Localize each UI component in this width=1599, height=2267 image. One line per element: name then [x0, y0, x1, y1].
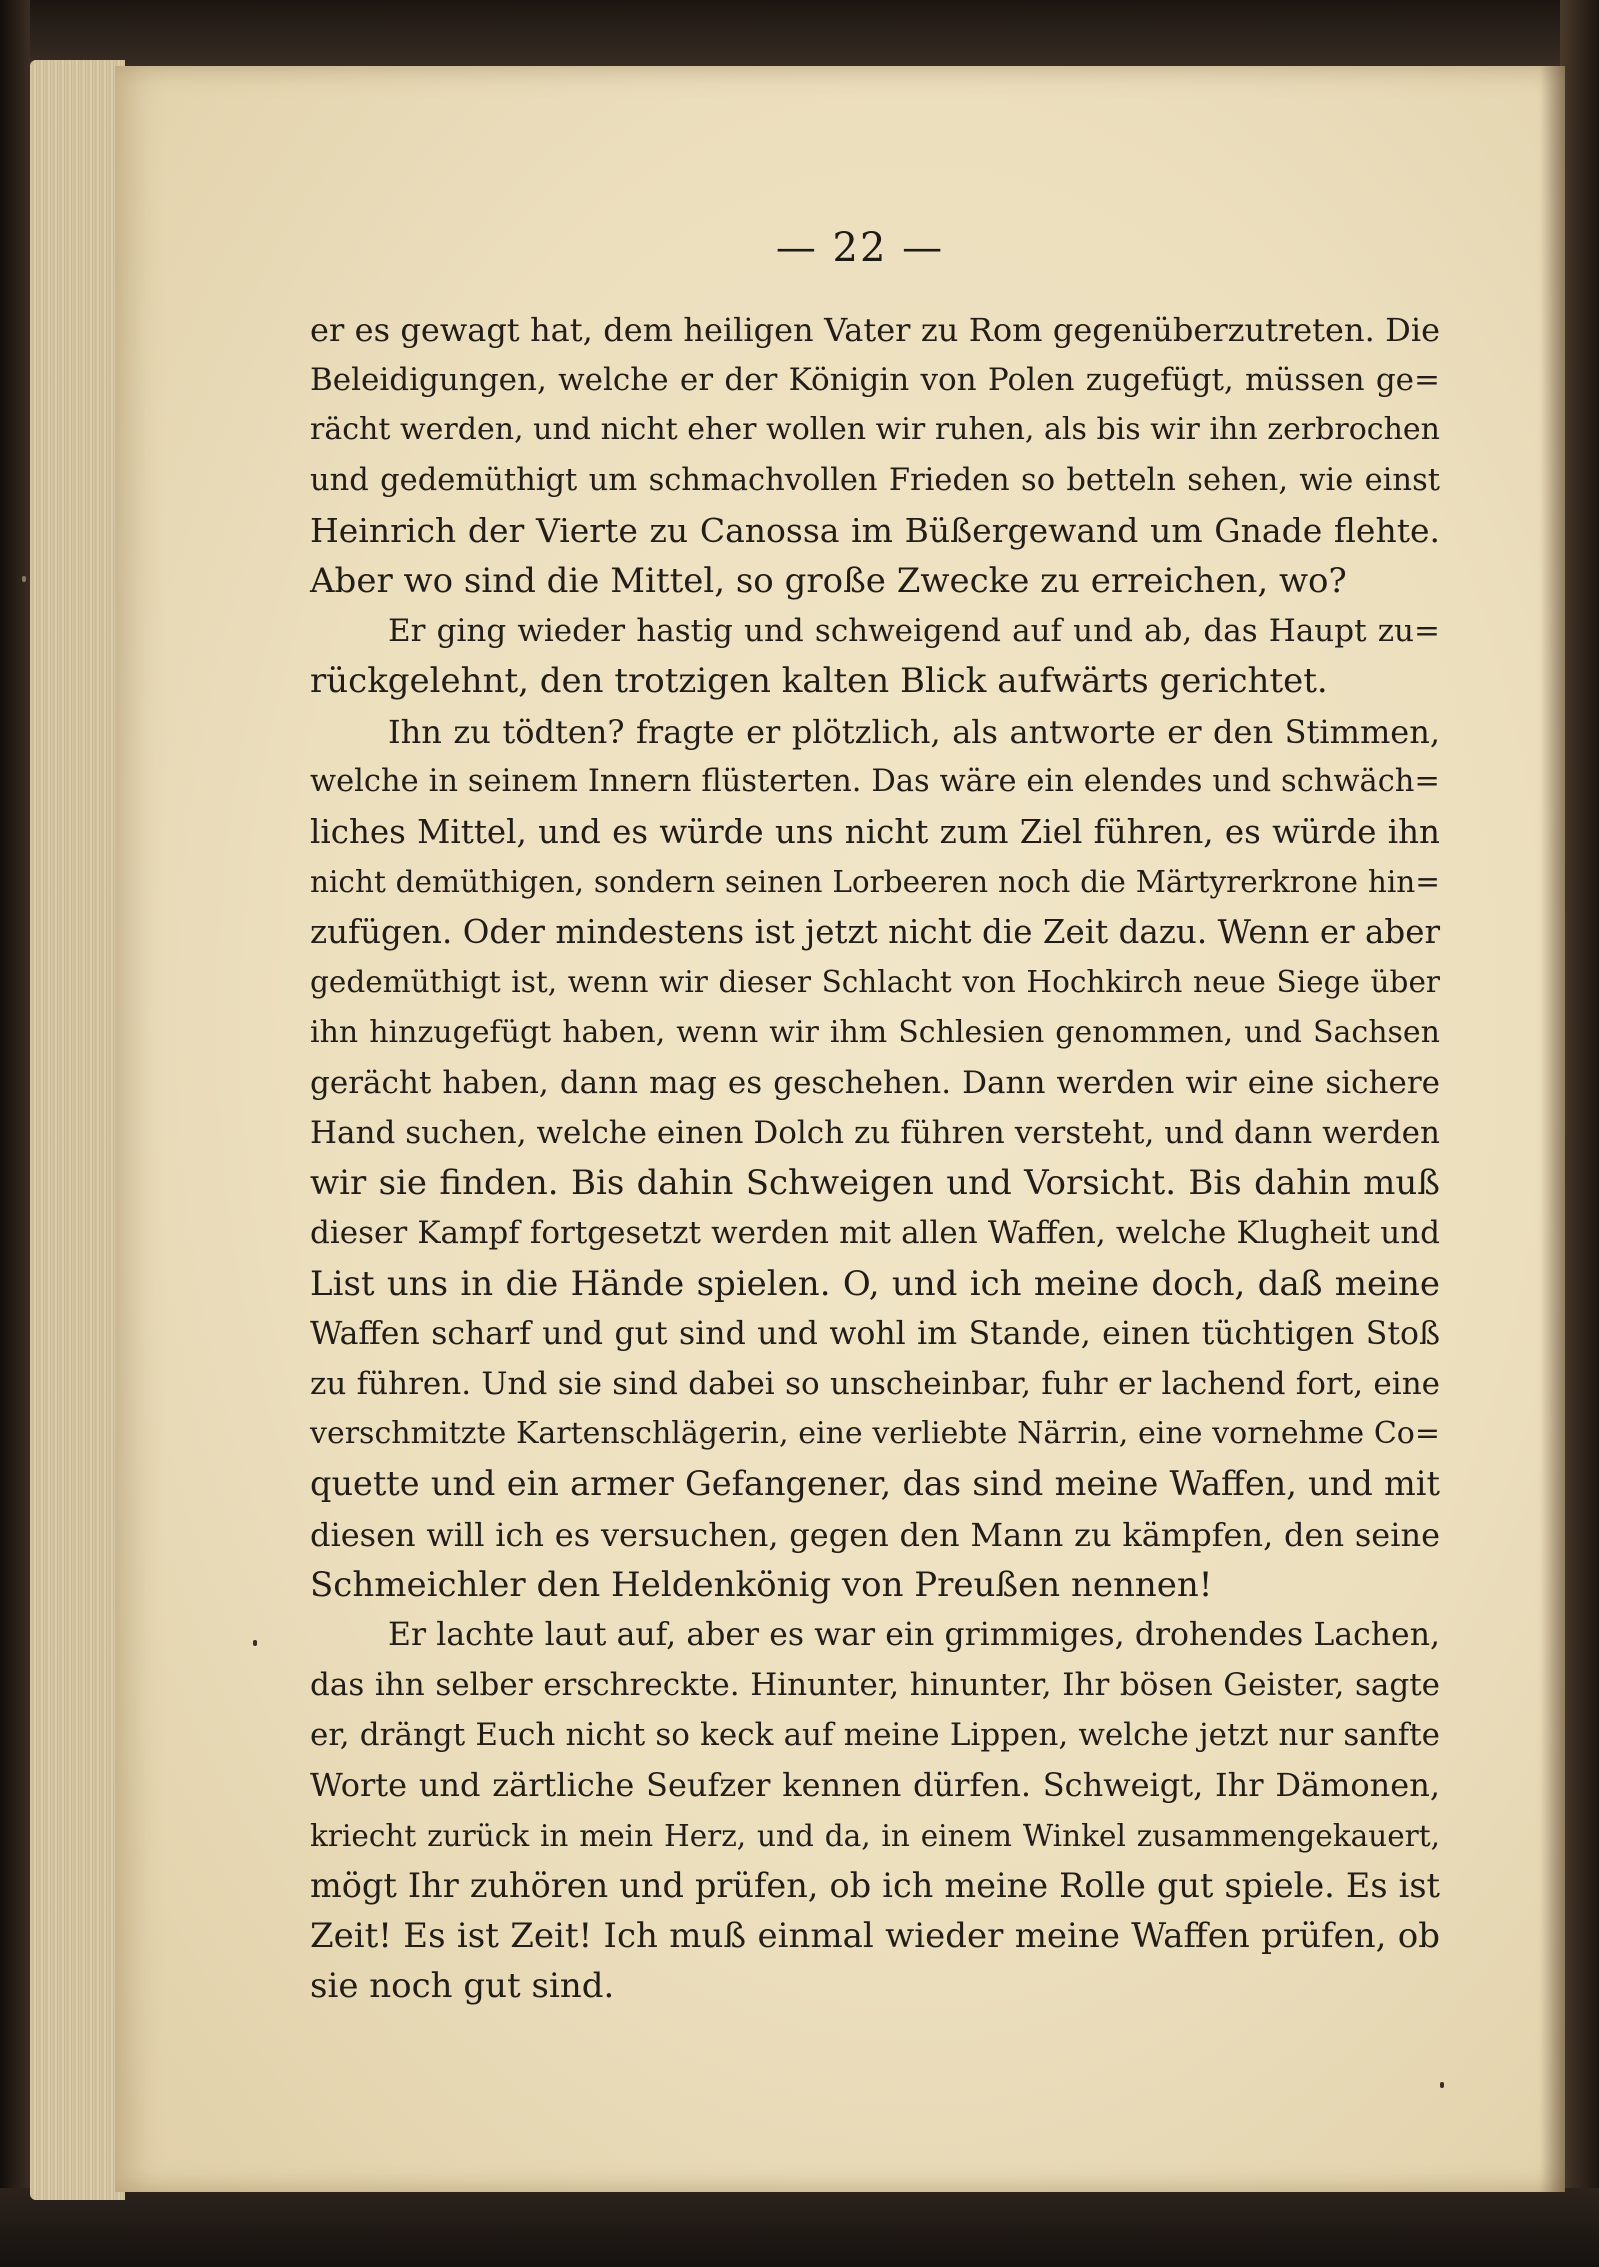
text-line: diesen will ich es versuchen, gegen den Mann zu kämpfen, den seine [310, 1515, 1440, 1554]
book-cover-top [0, 0, 1599, 72]
text-line: er es gewagt hat, dem heiligen Vater zu Rom gegenüberzutreten. Die [310, 311, 1440, 349]
text-line: rückgelehnt, den trotzigen kalten Blick aufwärts gerichtet. [310, 661, 1328, 702]
text-line: zufügen. Oder mindestens ist jetzt nicht die Zeit dazu. Wenn er aber [310, 913, 1440, 952]
text-line: Worte und zärtliche Seufzer kennen dürfen. Schweigt, Ihr Dämonen, [310, 1766, 1440, 1805]
text-line: Beleidigungen, welche er der Königin von Polen zugefügt, müssen ge= [310, 362, 1440, 399]
text-line: liches Mittel, und es würde uns nicht zum Ziel führen, es würde ihn [310, 812, 1440, 851]
page-number: — 22 — [775, 225, 945, 271]
text-line: Er lachte laut auf, aber es war ein grimmiges, drohendes Lachen, [388, 1616, 1440, 1653]
text-line: quette und ein armer Gefangener, das sind meine Waffen, und mit [310, 1464, 1440, 1504]
text-line: Aber wo sind die Mittel, so große Zwecke zu erreichen, wo? [310, 560, 1347, 601]
text-line: Heinrich der Vierte zu Canossa im Büßergewand um Gnade flehte. [310, 510, 1440, 550]
text-line: welche in seinem Innern flüsterten. Das wäre ein elendes und schwäch= [310, 763, 1440, 799]
text-line: rächt werden, und nicht eher wollen wir ruhen, als bis wir ihn zerbrochen [310, 412, 1440, 448]
text-line: Er ging wieder hastig und schweigend auf und ab, das Haupt zu= [388, 613, 1440, 650]
text-line: er, drängt Euch nicht so keck auf meine Lippen, welche jetzt nur sanfte [310, 1717, 1440, 1754]
book-cover-right [1560, 0, 1599, 2267]
ink-speck [253, 1640, 257, 1646]
text-line: wir sie finden. Bis dahin Schweigen und Vorsicht. Bis dahin muß [310, 1163, 1440, 1204]
ink-speck [1440, 2082, 1444, 2088]
text-line: dieser Kampf fortgesetzt werden mit allen Waffen, welche Klugheit und [310, 1215, 1440, 1252]
page-fold-shadow [1540, 66, 1565, 2192]
text-line: sie noch gut sind. [310, 1966, 615, 2007]
text-line: zu führen. Und sie sind dabei so unscheinbar, fuhr er lachend fort, eine [310, 1365, 1440, 1402]
text-line: nicht demüthigen, sondern seinen Lorbeeren noch die Märtyrerkrone hin= [310, 865, 1440, 900]
text-line: kriecht zurück in mein Herz, und da, in einem Winkel zusammengekauert, [310, 1818, 1440, 1853]
body-text [310, 305, 1440, 2011]
text-line: Hand suchen, welche einen Dolch zu führen versteht, und dann werden [310, 1115, 1440, 1151]
text-line: verschmitzte Kartenschlägerin, eine verliebte Närrin, eine vornehme Co= [310, 1416, 1440, 1452]
text-line: List uns in die Hände spielen. O, und ich meine doch, daß meine [310, 1263, 1440, 1304]
text-line: Schmeichler den Heldenkönig von Preußen nennen! [310, 1564, 1213, 1605]
text-line: und gedemüthigt um schmachvollen Frieden so betteln sehen, wie einst [310, 462, 1440, 498]
book-cover-bottom [0, 2188, 1599, 2267]
ink-speck [22, 576, 26, 582]
text-line: das ihn selber erschreckte. Hinunter, hinunter, Ihr bösen Geister, sagte [310, 1667, 1440, 1704]
text-line: Ihn zu tödten? fragte er plötzlich, als antworte er den Stimmen, [388, 712, 1440, 751]
text-line: mögt Ihr zuhören und prüfen, ob ich meine Rolle gut spiele. Es ist [310, 1865, 1440, 1905]
text-line: gerächt haben, dann mag es geschehen. Dann werden wir eine sichere [310, 1064, 1440, 1101]
text-line: ihn hinzugefügt haben, wenn wir ihm Schlesien genommen, und Sachsen [310, 1014, 1440, 1050]
text-line: Zeit! Es ist Zeit! Ich muß einmal wieder meine Waffen prüfen, ob [310, 1916, 1440, 1956]
page-edges [30, 60, 125, 2200]
text-line: gedemüthigt ist, wenn wir dieser Schlacht von Hochkirch neue Siege über [310, 965, 1440, 1000]
text-line: Waffen scharf und gut sind und wohl im Stande, einen tüchtigen Stoß [310, 1315, 1440, 1352]
book-cover-left [0, 0, 30, 2267]
